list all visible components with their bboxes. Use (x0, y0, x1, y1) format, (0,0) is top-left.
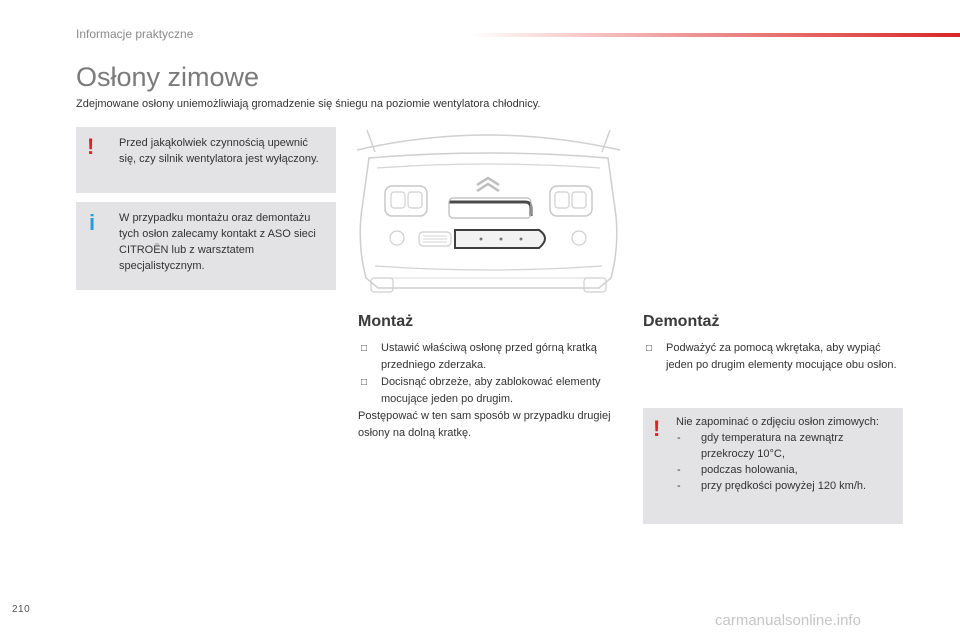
exclamation-icon: ! (87, 134, 95, 159)
exclamation-icon: ! (653, 416, 661, 441)
reminder-item: - przy prędkości powyżej 120 km/h. (677, 480, 867, 492)
info-icon: i (89, 210, 96, 235)
checkbox-bullet-icon: □ (361, 377, 368, 388)
intro-text: Zdejmowane osłony uniemożliwiają gromadzenie się śniegu na poziomie wentylatora chłodnicy. (76, 98, 541, 110)
reminder-item: - podczas holowania, (677, 464, 798, 476)
dismounting-title: Demontaż (643, 313, 720, 330)
header-accent-bar (470, 33, 960, 37)
mounting-step: □ Docisnąć obrzeże, aby zablokować elementy mocujące jeden po drugim. (361, 376, 601, 405)
page-title: Osłony zimowe (76, 62, 260, 92)
reminder-item: - gdy temperatura na zewnątrz przekroczy 10°C, (677, 432, 844, 460)
car-front-illustration (357, 128, 620, 298)
dismounting-step: □ Podważyć za pomocą wkrętaka, aby wypiąć jeden po drugim elementy mocujące obu osłon. (646, 342, 897, 371)
dash-bullet: - (677, 464, 681, 476)
reminder-box (643, 408, 903, 524)
info-box (76, 202, 336, 290)
page-number: 210 (12, 604, 31, 615)
section-label: Informacje praktyczne (76, 27, 194, 41)
mounting-note: Postępować w ten sam sposób w przypadku drugiej osłony na dolną kratkę. (358, 410, 611, 439)
dismounting-text (643, 340, 903, 374)
checkbox-bullet-icon: □ (646, 343, 653, 354)
watermark: carmanualsonline.info (715, 612, 861, 629)
dash-bullet: - (677, 432, 681, 444)
info-text: W przypadku montażu oraz demontażu tych osłon zalecamy kontakt z ASO sieci CITROËN lub z warsztatem specjalistycznym. (119, 212, 316, 272)
warning-text: Przed jakąkolwiek czynnością upewnić się, czy silnik wentylatora jest wyłączony. (119, 137, 319, 165)
checkbox-bullet-icon: □ (361, 343, 368, 354)
dash-bullet: - (677, 480, 681, 492)
mounting-text (358, 340, 613, 442)
reminder-intro: Nie zapominać o zdjęciu osłon zimowych: (676, 416, 879, 428)
warning-box (76, 127, 336, 193)
mounting-step: □ Ustawić właściwą osłonę przed górną kratką przedniego zderzaka. (361, 342, 597, 371)
mounting-title: Montaż (358, 313, 414, 330)
